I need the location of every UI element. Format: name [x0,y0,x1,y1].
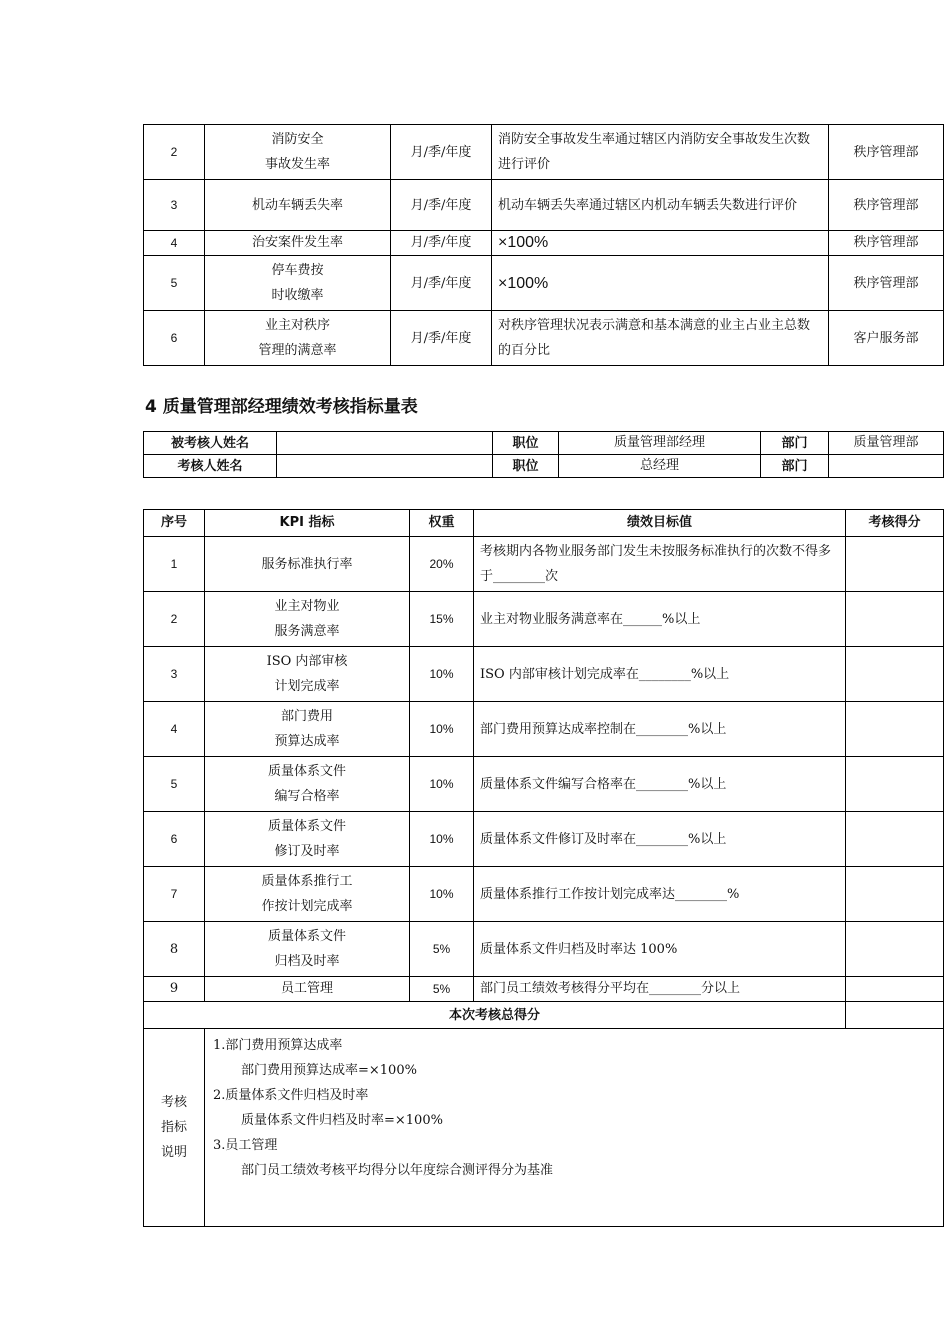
row-number: 3 [144,180,205,231]
note-formula: 部门费用预算达成率=×100% [241,1063,417,1078]
kpi-name: 业主对物业 服务满意率 [205,592,410,647]
header-no: 序号 [144,510,205,537]
note-heading: 1.部门费用预算达成率 [213,1038,343,1053]
kpi-score-field [846,922,944,977]
kpi-weight: 10% [410,757,474,812]
kpi-target: 部门员工绩效考核得分平均在________分以上 [474,977,846,1002]
kpi-name: 员工管理 [205,977,410,1002]
period: 月/季/年度 [391,180,492,231]
kpi-score-field [846,702,944,757]
header-score: 考核得分 [846,510,944,537]
table-row [144,977,944,1002]
table-row [144,592,944,647]
assessee-dept: 质量管理部 [829,432,944,455]
dept-label: 部门 [761,455,829,478]
table-row [144,231,944,256]
description: 机动车辆丢失率通过辖区内机动车辆丢失数进行评价 [492,180,829,231]
position-label: 职位 [493,455,559,478]
description: 消防安全事故发生率通过辖区内消防安全事故发生次数进行评价 [492,125,829,180]
notes-content [205,1029,944,1227]
kpi-target: 质量体系文件修订及时率在________%以上 [474,812,846,867]
table-row [144,455,944,478]
kpi-score-field [846,977,944,1002]
note-text: 部门员工绩效考核平均得分以年度综合测评得分为基准 [241,1163,554,1178]
assessor-label: 考核人姓名 [144,455,277,478]
kpi-target: 质量体系文件编写合格率在________%以上 [474,757,846,812]
notes-label: 考核 指标 说明 [144,1029,205,1227]
dept-label: 部门 [761,432,829,455]
kpi-weight: 10% [410,867,474,922]
note-heading: 3.员工管理 [213,1138,278,1153]
kpi-name: 质量体系文件 修订及时率 [205,812,410,867]
kpi-weight: 20% [410,537,474,592]
position-label: 职位 [493,432,559,455]
table-row [144,757,944,812]
row-number: 7 [144,867,205,922]
row-number: 6 [144,812,205,867]
note-formula: 质量体系文件归档及时率=×100% [241,1113,443,1128]
table-row [144,812,944,867]
kpi-target: 业主对物业服务满意率在______%以上 [474,592,846,647]
kpi-weight: 5% [410,922,474,977]
kpi-target: 部门费用预算达成率控制在________%以上 [474,702,846,757]
period: 月/季/年度 [391,311,492,366]
table-row [144,922,944,977]
kpi-name: 服务标准执行率 [205,537,410,592]
table-row [144,647,944,702]
row-number: 9 [144,977,205,1002]
total-row [144,1002,944,1029]
row-number: 6 [144,311,205,366]
department: 秩序管理部 [829,180,944,231]
kpi-weight: 5% [410,977,474,1002]
description: 对秩序管理状况表示满意和基本满意的业主占业主总数的百分比 [492,311,829,366]
kpi-name: 质量体系推行工 作按计划完成率 [205,867,410,922]
kpi-target: ISO 内部审核计划完成率在________%以上 [474,647,846,702]
kpi-weight: 10% [410,702,474,757]
kpi-weight: 10% [410,647,474,702]
row-number: 2 [144,125,205,180]
row-number: 1 [144,537,205,592]
total-label: 本次考核总得分 [144,1002,846,1029]
table-row [144,311,944,366]
notes-row [144,1029,944,1227]
row-number: 5 [144,757,205,812]
indicator-name: 治安案件发生率 [205,231,391,256]
total-score-field [846,1002,944,1029]
assessee-position: 质量管理部经理 [559,432,761,455]
assessee-label: 被考核人姓名 [144,432,277,455]
indicator-name: 机动车辆丢失率 [205,180,391,231]
kpi-target: 质量体系文件归档及时率达 100% [474,922,846,977]
kpi-name: 质量体系文件 编写合格率 [205,757,410,812]
row-number: 2 [144,592,205,647]
security-kpi-table [143,124,944,366]
table-row [144,537,944,592]
department: 秩序管理部 [829,125,944,180]
table-header-row [144,510,944,537]
kpi-score-field [846,537,944,592]
kpi-name: 部门费用 预算达成率 [205,702,410,757]
table-row [144,180,944,231]
department: 客户服务部 [829,311,944,366]
assessee-name-field [277,432,493,455]
row-number: 3 [144,647,205,702]
row-number: 4 [144,231,205,256]
kpi-score-field [846,647,944,702]
period: 月/季/年度 [391,125,492,180]
kpi-name: 质量体系文件 归档及时率 [205,922,410,977]
table-row [144,702,944,757]
indicator-name: 停车费按 时收缴率 [205,256,391,311]
kpi-score-field [846,757,944,812]
kpi-target: 质量体系推行工作按计划完成率达________% [474,867,846,922]
section-title: 4 质量管理部经理绩效考核指标量表 [145,397,418,417]
description: ×100% [492,256,829,311]
indicator-name: 业主对秩序 管理的满意率 [205,311,391,366]
period: 月/季/年度 [391,231,492,256]
kpi-table [143,509,944,1227]
row-number: 8 [144,922,205,977]
assessor-position: 总经理 [559,455,761,478]
row-number: 4 [144,702,205,757]
indicator-name: 消防安全 事故发生率 [205,125,391,180]
assessor-name-field [277,455,493,478]
table-row [144,256,944,311]
kpi-name: ISO 内部审核 计划完成率 [205,647,410,702]
kpi-weight: 15% [410,592,474,647]
table-row [144,125,944,180]
assessment-info-table [143,431,944,478]
assessor-dept [829,455,944,478]
department: 秩序管理部 [829,256,944,311]
header-weight: 权重 [410,510,474,537]
department: 秩序管理部 [829,231,944,256]
kpi-weight: 10% [410,812,474,867]
table-row [144,432,944,455]
kpi-score-field [846,592,944,647]
note-heading: 2.质量体系文件归档及时率 [213,1088,369,1103]
header-target: 绩效目标值 [474,510,846,537]
header-kpi: KPI 指标 [205,510,410,537]
description: ×100% [492,231,829,256]
period: 月/季/年度 [391,256,492,311]
kpi-target: 考核期内各物业服务部门发生未按服务标准执行的次数不得多于________次 [474,537,846,592]
row-number: 5 [144,256,205,311]
kpi-score-field [846,867,944,922]
kpi-score-field [846,812,944,867]
table-row [144,867,944,922]
